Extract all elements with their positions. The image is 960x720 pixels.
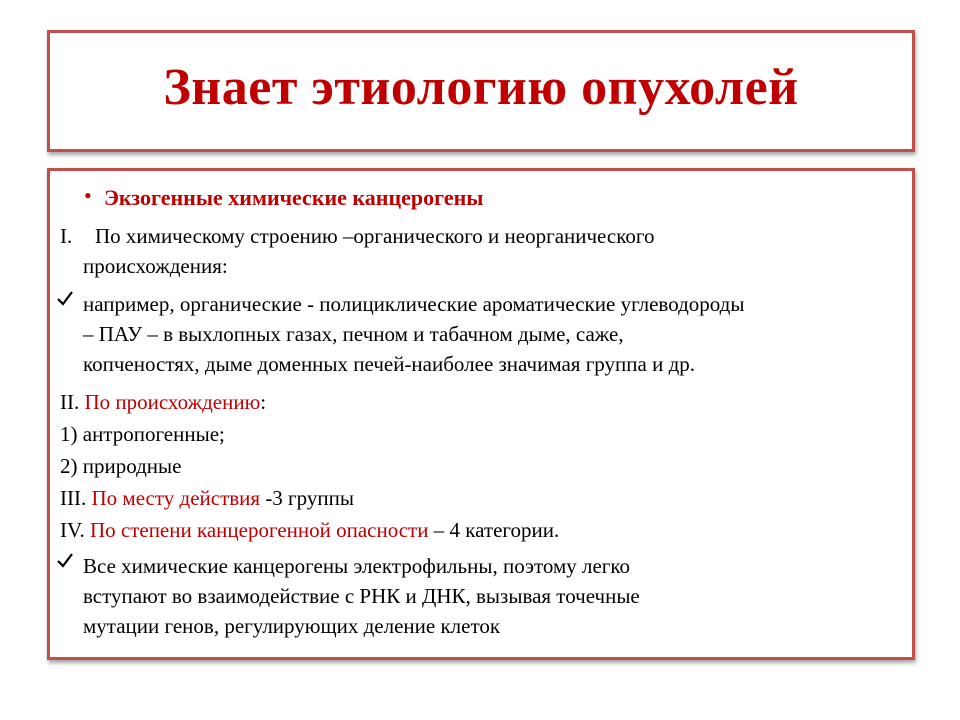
item-2-tail: : (260, 390, 267, 414)
item-2-red-text: По происхождению (84, 390, 261, 414)
checkmark-icon (56, 289, 74, 307)
item-4-red-text: По степени канцерогенной опасности (89, 518, 429, 542)
check-2-line-2: вступают во взаимодействие с РНК и ДНК, вызывая точечные (83, 584, 640, 608)
item-1-line-1: По химическому строению –органического и неорганического (95, 224, 655, 248)
item-2-number: II. (60, 390, 80, 414)
check-2-line-1: Все химические канцерогены электрофильны, поэтому легко (83, 554, 631, 578)
check-1-line-1: например, органические - полициклические ароматические углеводороды (83, 292, 745, 316)
item-3-red-text: По месту действия (91, 486, 261, 510)
item-4-number: IV. (60, 518, 85, 542)
item-2 (60, 389, 266, 415)
checkmark-icon (56, 551, 74, 569)
item-1-number: I. (60, 224, 73, 248)
content-box (47, 168, 915, 660)
item-3-number: III. (60, 486, 87, 510)
sub-item-2: 2) природные (60, 454, 182, 478)
item-4 (60, 517, 559, 543)
check-1-line-2: – ПАУ – в выхлопных газах, печном и табачном дыме, саже, (83, 322, 624, 346)
item-3-tail: -3 группы (260, 486, 354, 510)
item-4-tail: – 4 категории. (428, 518, 560, 542)
title-box (47, 30, 915, 152)
bullet-dot: • (84, 183, 92, 208)
sub-item-1: 1) антропогенные; (60, 422, 225, 446)
slide-title: Знает этиологию опухолей (163, 58, 799, 116)
item-1-line-2: происхождения: (83, 254, 228, 278)
item-3 (60, 485, 354, 511)
check-2-line-3: мутации генов, регулирующих деление клеток (83, 614, 501, 638)
section-heading: Экзогенные химические канцерогены (104, 185, 484, 210)
check-1-line-3: копченостях, дыме доменных печей-наиболее значимая группа и др. (83, 352, 696, 376)
